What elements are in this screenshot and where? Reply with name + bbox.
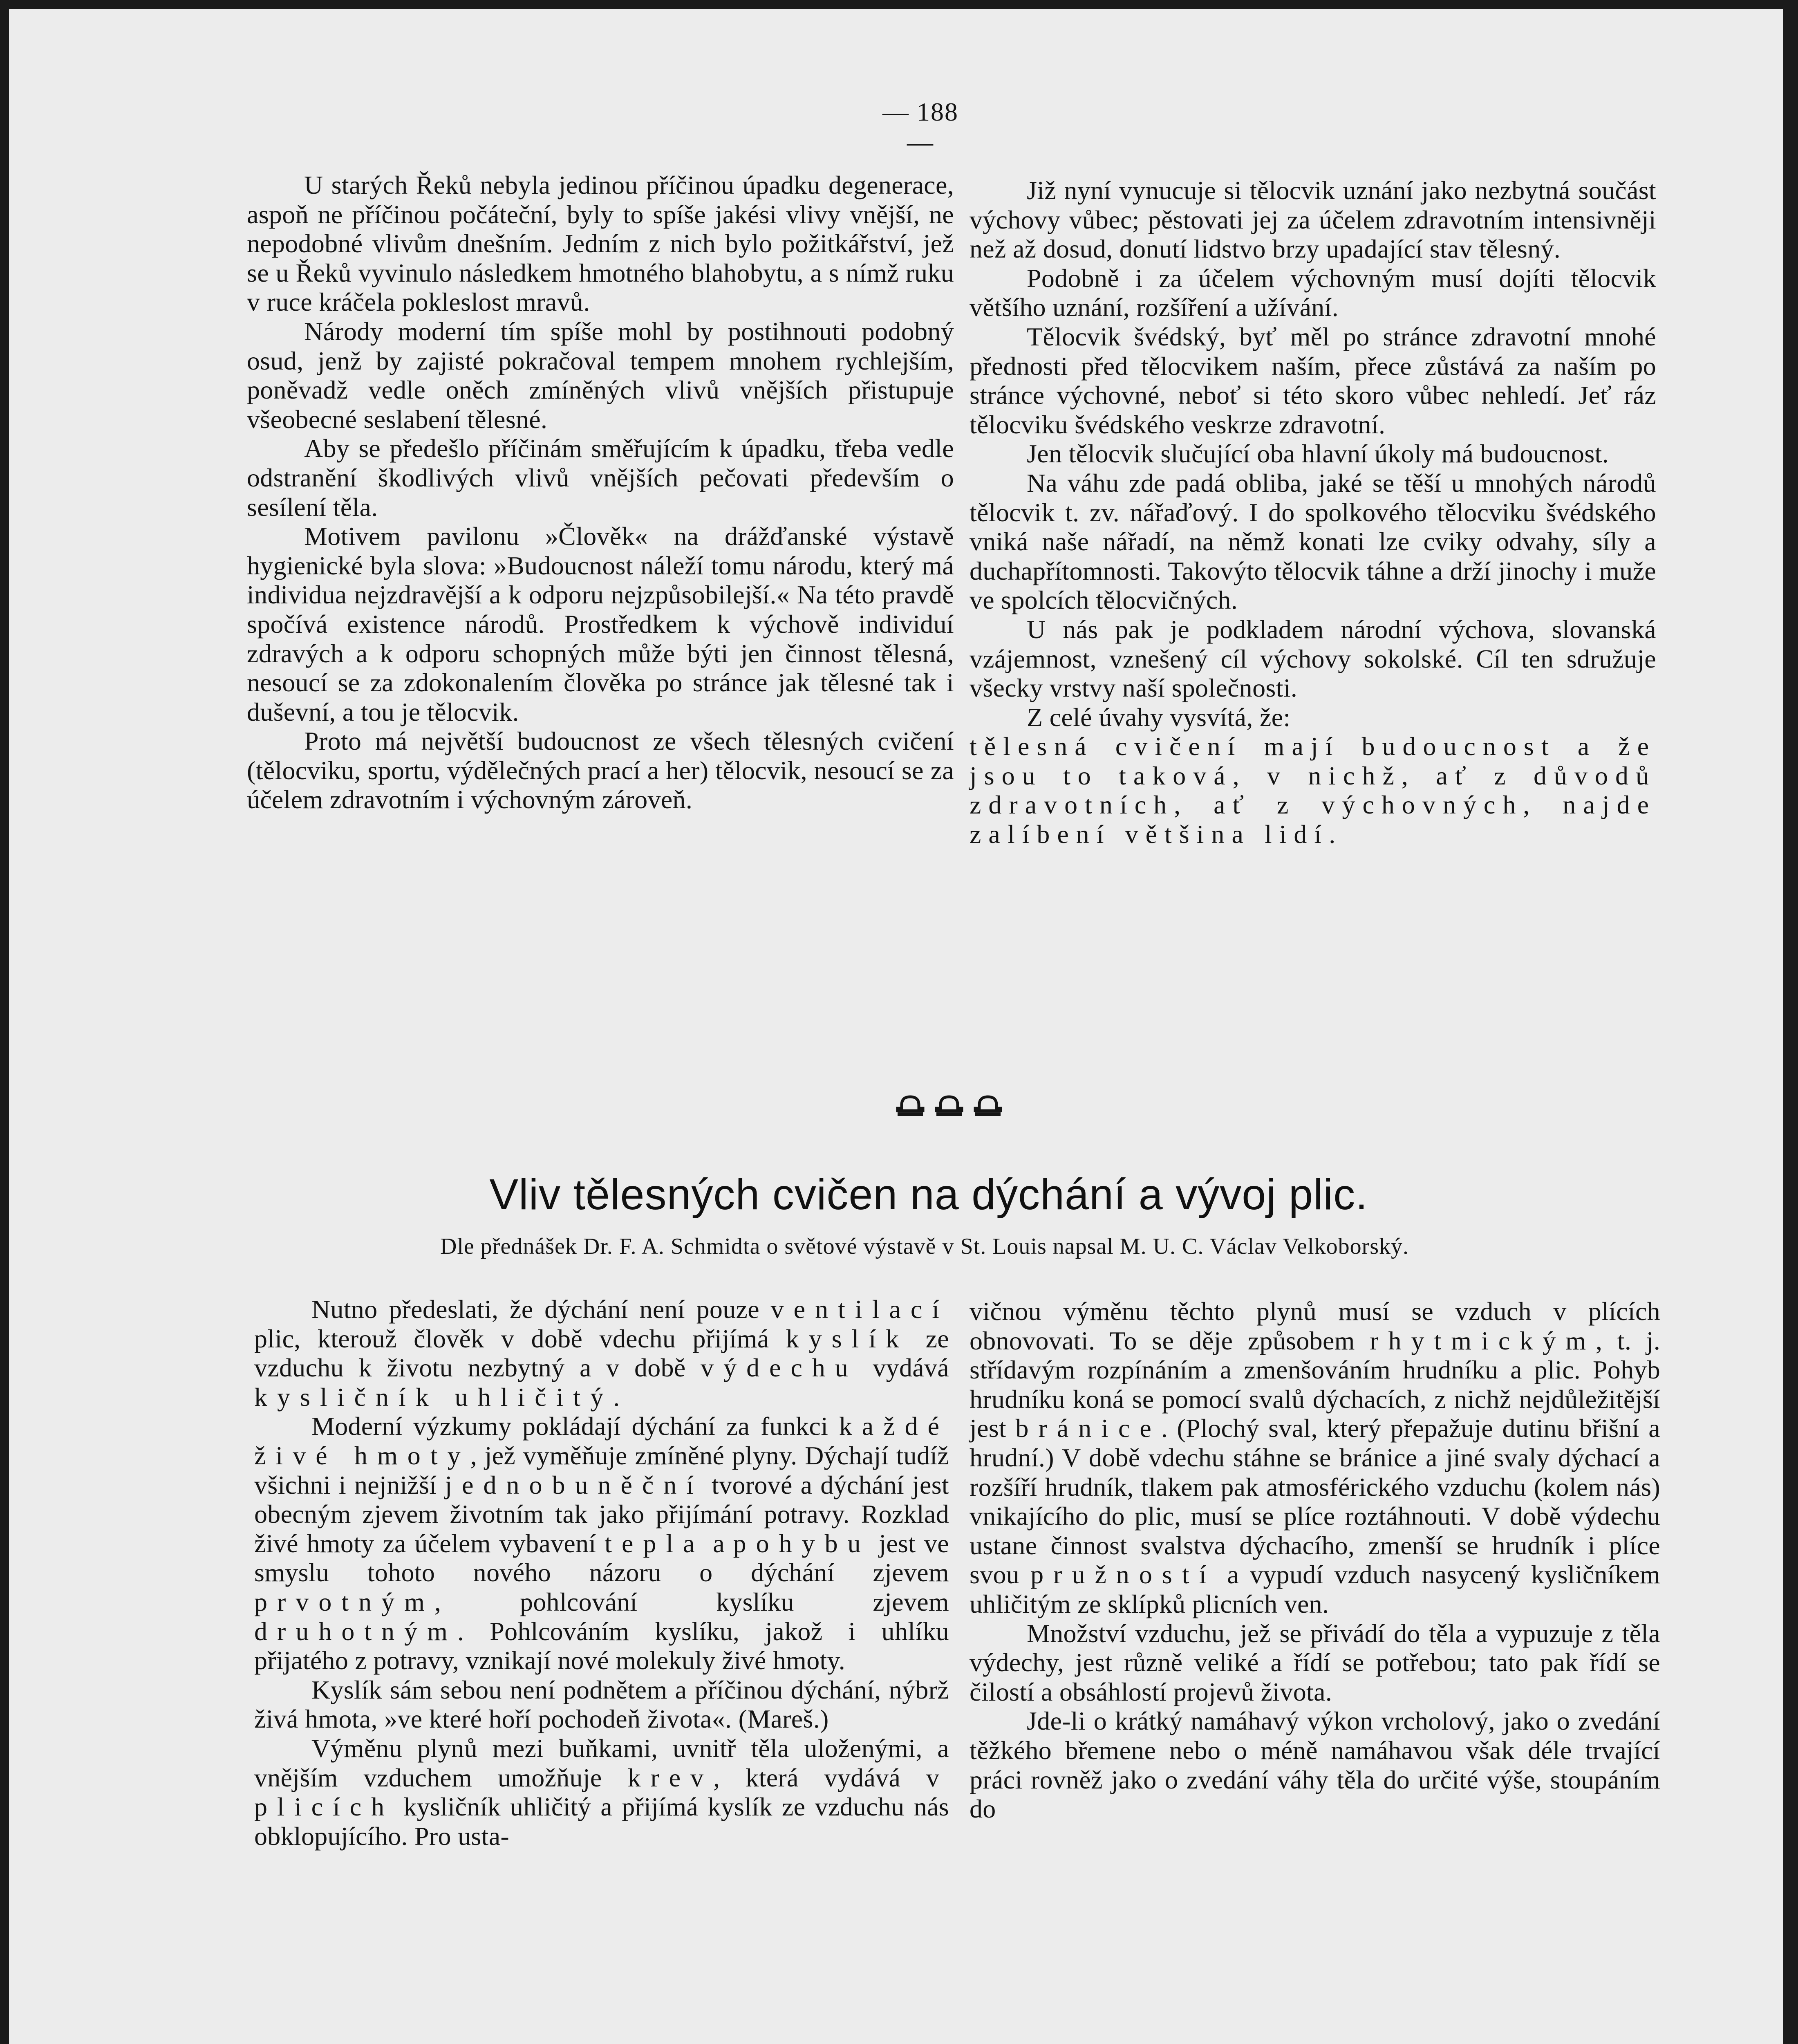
text-run: , t. j. střídavým rozpínáním a zmenšováním hrudníku a plic. Pohyb hrudníku koná se pomocí svalů dýchacích, z nichž nejdůležitější jest (970, 1326, 1660, 1443)
paragraph: U starých Řeků nebyla jedinou příčinou úpadku degenerace, aspoň ne příčinou počáteční, byly to spíše jakési vlivy vnější, ne nepodobné vlivům dnešním. Jedním z nich bylo požitkářství, jež se u Řeků vyvinulo následkem hmotného blahobytu, a s nímž ruku v ruce kráčela pokleslost mravů. (247, 170, 954, 317)
emphasis: prvotným (254, 1587, 434, 1616)
paragraph: U nás pak je podkladem národní výchova, slovanská vzájemnost, vznešený cíl výchovy sokolské. Cíl ten sdružuje všecky vrstvy naší společnosti. (970, 614, 1656, 703)
text-run: , pohlcování kyslíku zjevem (434, 1587, 949, 1616)
article2-left-column (254, 1295, 949, 1851)
text-run: , která vydává (713, 1763, 926, 1792)
emphasis: kyslík (786, 1324, 909, 1353)
emphasis: pohybu (733, 1529, 871, 1558)
paragraph: Tělocvik švédský, byť měl po stránce zdravotní mnohé přednosti před tělocvikem naším, přece zůstává za naším po stránce výchovné, neboť si této skoro vůbec nehledí. Jeť ráz tělocviku švédského veskrze zdravotní. (970, 322, 1656, 439)
hat-icon (974, 1094, 1002, 1118)
article-title: Vliv tělesných cvičen na dýchání a vývoj plic. (489, 1170, 1368, 1219)
text-run: Moderní výzkumy pokládají dýchání za funkci (311, 1412, 839, 1441)
emphasis: kysličník uhličitý (254, 1382, 614, 1412)
text-run: Nutno předeslati, že dýchání není pouze (311, 1295, 771, 1324)
text-run: tvorové a dýchání jest obecným zjevem životním tak jako přijímání potravy. Rozklad živé hmoty za účelem vybavení (254, 1470, 949, 1558)
paragraph: Aby se předešlo příčinám směřujícím k úpadku, třeba vedle odstranění škodlivých vlivů vnějších pečovati především o sesílení těla. (247, 434, 954, 522)
text-run: a (704, 1529, 733, 1558)
paragraph: Proto má největší budoucnost ze všech tělesných cvičení (tělocviku, sportu, výdělečných prací a her) tělocvik, nesoucí se za účelem zdravotním i výchovným zároveň. (247, 726, 954, 814)
text-run: kysličník uhličitý a přijímá kyslík ze vzduchu nás obklopujícího. Pro usta- (254, 1792, 949, 1851)
text-run: a vypudí vzduch nasycený kysličníkem uhličitým ze sklípků plicních ven. (970, 1560, 1661, 1618)
paragraph: Jen tělocvik slučující oba hlavní úkoly má budoucnost. (1027, 439, 1609, 468)
emphasis: tepla (605, 1529, 705, 1558)
emphasis: jednobuněční (445, 1470, 704, 1499)
hat-icon (896, 1094, 925, 1118)
text-run: vičnou výměnu těchto plynů musí se vzduch v plících obnovovati. To se děje způsobem (970, 1297, 1660, 1355)
emphasis: krev (627, 1763, 714, 1792)
emphasis: pružností (1030, 1560, 1216, 1589)
emphasis: bránice (1015, 1414, 1161, 1443)
text-run: jest ve smyslu tohoto nového názoru o dýchání zjevem (254, 1529, 949, 1587)
text-run: . Pohlcováním kyslíku, jakož i uhlíku přijatého z potravy, vznikají nové molekuly živé hmoty. (254, 1616, 949, 1675)
paragraph: Z celé úvahy vysvítá, že: (1027, 702, 1291, 732)
hat-icon (935, 1094, 963, 1118)
paragraph: Již nyní vynucuje si tělocvik uznání jako nezbytná součást výchovy vůbec; pěstovati jej za účelem zdravotním intensivněji než až dosud, donutí lidstvo brzy upadající stav tělesný. (970, 176, 1656, 264)
article1-right-column (970, 176, 1656, 849)
emphasis: rhytmickým (1370, 1326, 1596, 1355)
paragraph: Motivem pavilonu »Člověk« na drážďanské výstavě hygienické byla slova: »Budoucnost náleží tomu národu, který má individua nejzdravější a k odporu nejzpůsobilejší.« Na této pravdě spočívá existence národů. Prostředkem k výchově individuí zdravých a k odporu schopných může býti jen činnost tělesná, nesoucí se za zdokonalením člověka po stránce jak tělesné tak i duševní, a tou je tělocvik. (247, 522, 954, 726)
paragraph: Množství vzduchu, jež se přivádí do těla a vypuzuje z těla výdechy, jest různě veliké a řídí se potřebou; tato pak řídí se čilostí a obsáhlostí projevů života. (970, 1618, 1660, 1706)
emphasis: ventilací (770, 1295, 949, 1324)
emphasis: druhotným (254, 1616, 457, 1646)
emphasis: v plicích (254, 1763, 949, 1822)
text-run: , jež vyměňuje zmíněné plyny. Dýchají tudíž všichni i nejnižší (254, 1441, 949, 1499)
article1-left-column (247, 170, 954, 814)
text-run: . (Plochý sval, který přepažuje dutinu břišní a hrudní.) V době vdechu stáhne se bránice a jiné svaly dýchací a rozšíří hrudník, tlakem pak atmosférického vzduchu (kolem nás) vnikajícího do plic, musí se plíce roztáhnouti. V době výdechu ustane činnost svalstva dýchacího, zmenší se hrudník i plíce svou (970, 1414, 1660, 1589)
text-run: Výměnu plynů mezi buňkami, uvnitř těla uloženými, a vnějším vzduchem umožňuje (254, 1733, 949, 1792)
paragraph: Kyslík sám sebou není podnětem a příčinou dýchání, nýbrž živá hmota, »ve které hoří pochodeň života«. (Mareš.) (254, 1675, 949, 1734)
conclusion: tělesná cvičení mají budoucnost a že jsou to taková, v nichž, ať z důvodů zdravotních, ať z výchovných, najde zalíbení většina lidí. (970, 732, 1656, 849)
page (9, 9, 1783, 2044)
emphasis: výdechu (701, 1353, 858, 1383)
paragraph (254, 1734, 949, 1851)
paragraph: Národy moderní tím spíše mohl by postihnouti podobný osud, jenž by zajisté pokračoval tempem mnohem rychlejším, poněvadž vedle oněch zmíněných vlivů vnějších přistupuje všeobecné seslabení tělesné. (247, 316, 954, 434)
article-subtitle: Dle přednášek Dr. F. A. Schmidta o světové výstavě v St. Louis napsal M. U. C. Václav Velkoborský. (440, 1234, 1409, 1259)
text-run: ze vzduchu k životu nezbytný a v době (254, 1324, 949, 1383)
article2-right-column (970, 1297, 1660, 1824)
paragraph: Na váhu zde padá obliba, jaké se těší u mnohých národů tělocvik t. zv. nářaďový. I do spolkového tělocviku švédského vniká naše nářadí, na němž konati lze cviky odvahy, síly a duchapřítomnosti. Takovýto tělocvik táhne a drží jinochy i muže ve spolcích tělocvičných. (970, 468, 1656, 615)
text-run: . (613, 1382, 620, 1412)
paragraph: Podobně i za účelem výchovným musí dojíti tělocvik většího uznání, rozšíření a užívání. (970, 263, 1656, 322)
paragraph (970, 1297, 1660, 1619)
paragraph (254, 1412, 949, 1675)
paragraph: Jde-li o krátký namáhavý výkon vrcholový, jako o zvedání těžkého břemene nebo o méně namáhavou však déle trvající práci rovněž jako o zvedání váhy těla do určité výše, stoupáním do (970, 1706, 1660, 1824)
text-run: plic, kterouž člověk v době vdechu přijímá (254, 1324, 786, 1353)
page-number: — 188 — (882, 97, 958, 157)
paragraph (254, 1295, 949, 1412)
text-run: vydává (858, 1353, 949, 1383)
emphasis: každé živé hmoty (254, 1412, 949, 1470)
section-ornament (896, 1094, 1002, 1118)
